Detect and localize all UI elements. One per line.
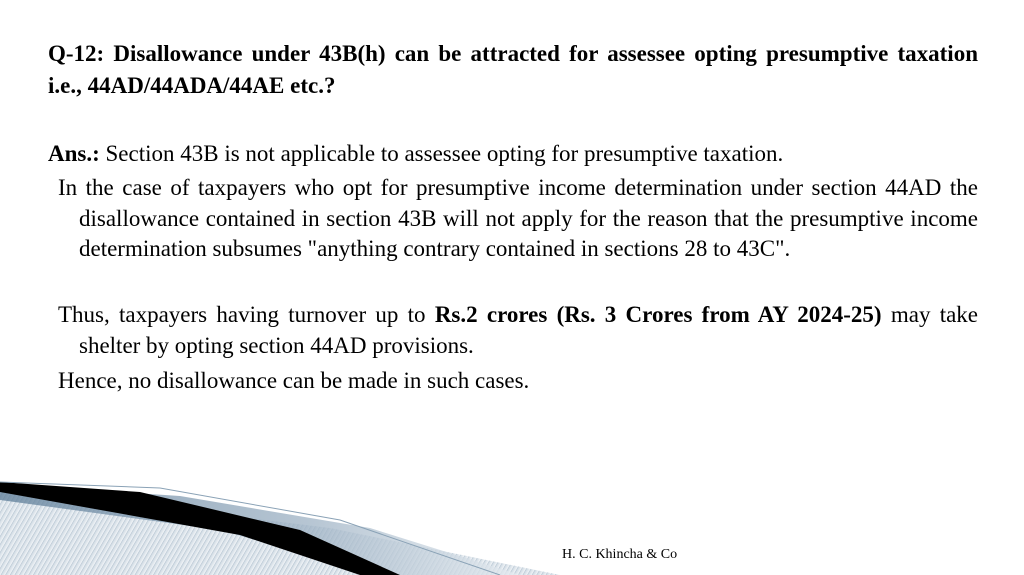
answer-text: Section 43B is not applicable to assessee opting for presumptive taxation. xyxy=(99,141,784,166)
paragraph-2-text-before: Thus, taxpayers having turnover up to xyxy=(58,302,435,327)
paragraph-1-text: In the case of taxpayers who opt for presumptive income determination under section 44AD the disallowance contained in section 43B will not apply for the reason that the presumptive income determination subsumes "anything contrary contained in sections 28 to 43C". xyxy=(58,175,978,261)
question-text: Q-12: Disallowance under 43B(h) can be attracted for assessee opting presumptive taxation i.e., 44AD/44ADA/44AE etc.? xyxy=(48,41,978,98)
footer-firm-name xyxy=(562,546,677,564)
answer-label: Ans.: xyxy=(48,141,100,166)
paragraph-conclusion xyxy=(58,366,978,397)
question-heading xyxy=(48,38,978,102)
paragraph-2-bold-limit: Rs.2 crores (Rs. 3 Crores from AY 2024-25) xyxy=(434,302,882,327)
answer-summary xyxy=(48,138,978,170)
paragraph-presumptive-income xyxy=(58,173,978,265)
paragraph-3-text: Hence, no disallowance can be made in such cases. xyxy=(58,368,530,393)
paragraph-2-text-after: may take shelter by opting section 44AD provisions. xyxy=(79,302,979,358)
paragraph-turnover-limit xyxy=(58,300,978,361)
footer-text: H. C. Khincha & Co xyxy=(562,547,678,562)
